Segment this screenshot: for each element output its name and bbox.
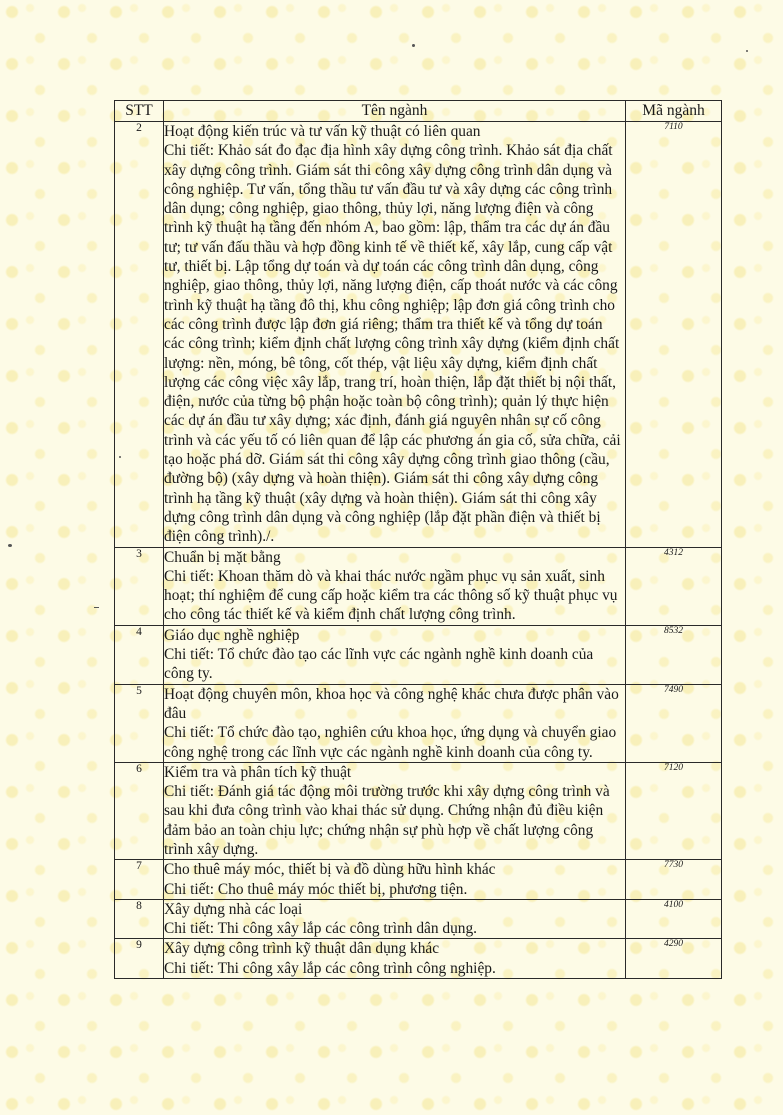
- row-stt: 6: [115, 762, 164, 859]
- scan-speck: [746, 50, 748, 52]
- row-code: 7730: [626, 860, 722, 900]
- row-title: Cho thuê máy móc, thiết bị và đồ dùng hữu hình khác: [164, 861, 496, 879]
- scan-speck: [8, 544, 12, 547]
- row-title: Xây dựng nhà các loại: [164, 900, 303, 918]
- row-detail: Chi tiết: Thi công xây lắp các công trình dân dụng.: [164, 920, 478, 938]
- business-lines-table: [114, 100, 722, 979]
- row-detail: Chi tiết: Thi công xây lắp các công trình công nghiệp.: [164, 959, 496, 977]
- table-row: [115, 762, 722, 859]
- row-detail: Chi tiết: Đánh giá tác động môi trường trước khi xây dựng công trình và sau khi đưa công trình vào khai thác sử dụng. Chứng nhận đủ điều kiện đảm bảo an toàn chịu lực; chứng nhận sự phù hợp về chất lượng công trình xây dựng.: [164, 783, 610, 858]
- row-detail: Chi tiết: Cho thuê máy móc thiết bị, phương tiện.: [164, 880, 468, 898]
- row-name-cell: [164, 939, 626, 979]
- row-name-cell: [164, 684, 626, 762]
- row-detail: Chi tiết: Tổ chức đào tạo các lĩnh vực các ngành nghề kinh doanh của công ty.: [164, 646, 594, 683]
- row-stt: 3: [115, 547, 164, 625]
- row-stt: 2: [115, 122, 164, 548]
- row-name-cell: [164, 762, 626, 859]
- row-name-cell: [164, 899, 626, 939]
- scan-speck: [412, 44, 415, 47]
- header-name: Tên ngành: [164, 101, 626, 122]
- row-code: 7110: [626, 122, 722, 548]
- row-stt: 5: [115, 684, 164, 762]
- row-code: 7120: [626, 762, 722, 859]
- row-title: Kiểm tra và phân tích kỹ thuật: [164, 763, 352, 781]
- table-row: [115, 860, 722, 900]
- row-code: 4100: [626, 899, 722, 939]
- header-code: Mã ngành: [626, 101, 722, 122]
- row-detail: Chi tiết: Khảo sát đo đạc địa hình xây dựng công trình. Khảo sát địa chất xây dựng công trình. Giám sát thi công xây dựng công trình dân dụng và công nghiệp. Tư vấn, tổng thầu tư vấn đầu tư và xây dựng các công trình dân dụng; công nghiệp, giao thông, thủy lợi, năng lượng điện và công trình kỹ thuật hạ tầng đến nhóm A, bao gồm: lập, thẩm tra các dự án đầu tư; tư vấn đấu thầu và hợp đồng kinh tế về thiết kế, xây lắp, cung cấp vật tư, thiết bị. Lập tổng dự toán và dự toán các công trình dân dụng, công nghiệp, giao thông, thủy lợi, năng lượng điện, cấp thoát nước và các công trình kỹ thuật hạ tầng đô thị, khu công nghiệp; lập đơn giá công trình cho các công trình được lập đơn giá riêng; thẩm tra thiết kế và tổng dự toán các công trình; kiểm định chất lượng công trình xây dựng (kiểm định chất lượng: nền, móng, bê tông, cốt thép, vật liệu xây dựng, kiểm định chất lượng các công việc xây lắp, trang trí, hoàn thiện, lắp đặt thiết bị nội thất, điện, nước của từng bộ phận hoặc toàn bộ công trình); quản lý thực hiện các dự án đầu tư xây dựng; xác định, đánh giá nguyên nhân sự cố công trình và các yếu tố có liên quan để lập các phương án gia cố, sửa chữa, cải tạo hoặc phá dỡ. Giám sát thi công xây dựng công trình giao thông (cầu, đường bộ) (xây dựng và hoàn thiện). Giám sát thi công xây dựng công trình hạ tầng kỹ thuật (xây dựng và hoàn thiện). Giám sát thi công xây dựng công trình dân dụng và công nghiệp (lắp đặt phần điện và thiết bị điện công trình)./.: [164, 142, 621, 546]
- table-header-row: [115, 101, 722, 122]
- table-row: [115, 122, 722, 548]
- row-code: 4312: [626, 547, 722, 625]
- row-title: Hoạt động kiến trúc và tư vấn kỹ thuật có liên quan: [164, 123, 481, 140]
- table-row: [115, 899, 722, 939]
- row-code: 4290: [626, 939, 722, 979]
- table-row: [115, 684, 722, 762]
- row-code: 7490: [626, 684, 722, 762]
- row-stt: 8: [115, 899, 164, 939]
- row-stt: 4: [115, 625, 164, 684]
- row-name-cell: [164, 547, 626, 625]
- row-detail: Chi tiết: Tổ chức đào tạo, nghiên cứu khoa học, ứng dụng và chuyển giao công nghệ trong các lĩnh vực các ngành nghề kinh doanh của công ty.: [164, 724, 617, 761]
- table-row: [115, 939, 722, 979]
- row-title: Chuẩn bị mặt bằng: [164, 548, 281, 566]
- header-stt: STT: [115, 101, 164, 122]
- row-name-cell: [164, 625, 626, 684]
- row-detail: Chi tiết: Khoan thăm dò và khai thác nước ngầm phục vụ sản xuất, sinh hoạt; thí nghiệm để cung cấp hoặc kiểm tra các thông số kỹ thuật phục vụ cho công tác thiết kế và kiểm định chất lượng công trình.: [164, 567, 618, 624]
- row-stt: 7: [115, 860, 164, 900]
- scan-speck: [94, 607, 99, 608]
- table-row: [115, 625, 722, 684]
- table-row: [115, 547, 722, 625]
- row-title: Hoạt động chuyên môn, khoa học và công nghệ khác chưa được phân vào đâu: [164, 685, 619, 722]
- row-name-cell: [164, 860, 626, 900]
- row-name-cell: [164, 122, 626, 548]
- row-stt: 9: [115, 939, 164, 979]
- row-code: 8532: [626, 625, 722, 684]
- row-title: Xây dựng công trình kỹ thuật dân dụng khác: [164, 940, 440, 958]
- row-title: Giáo dục nghề nghiệp: [164, 626, 300, 644]
